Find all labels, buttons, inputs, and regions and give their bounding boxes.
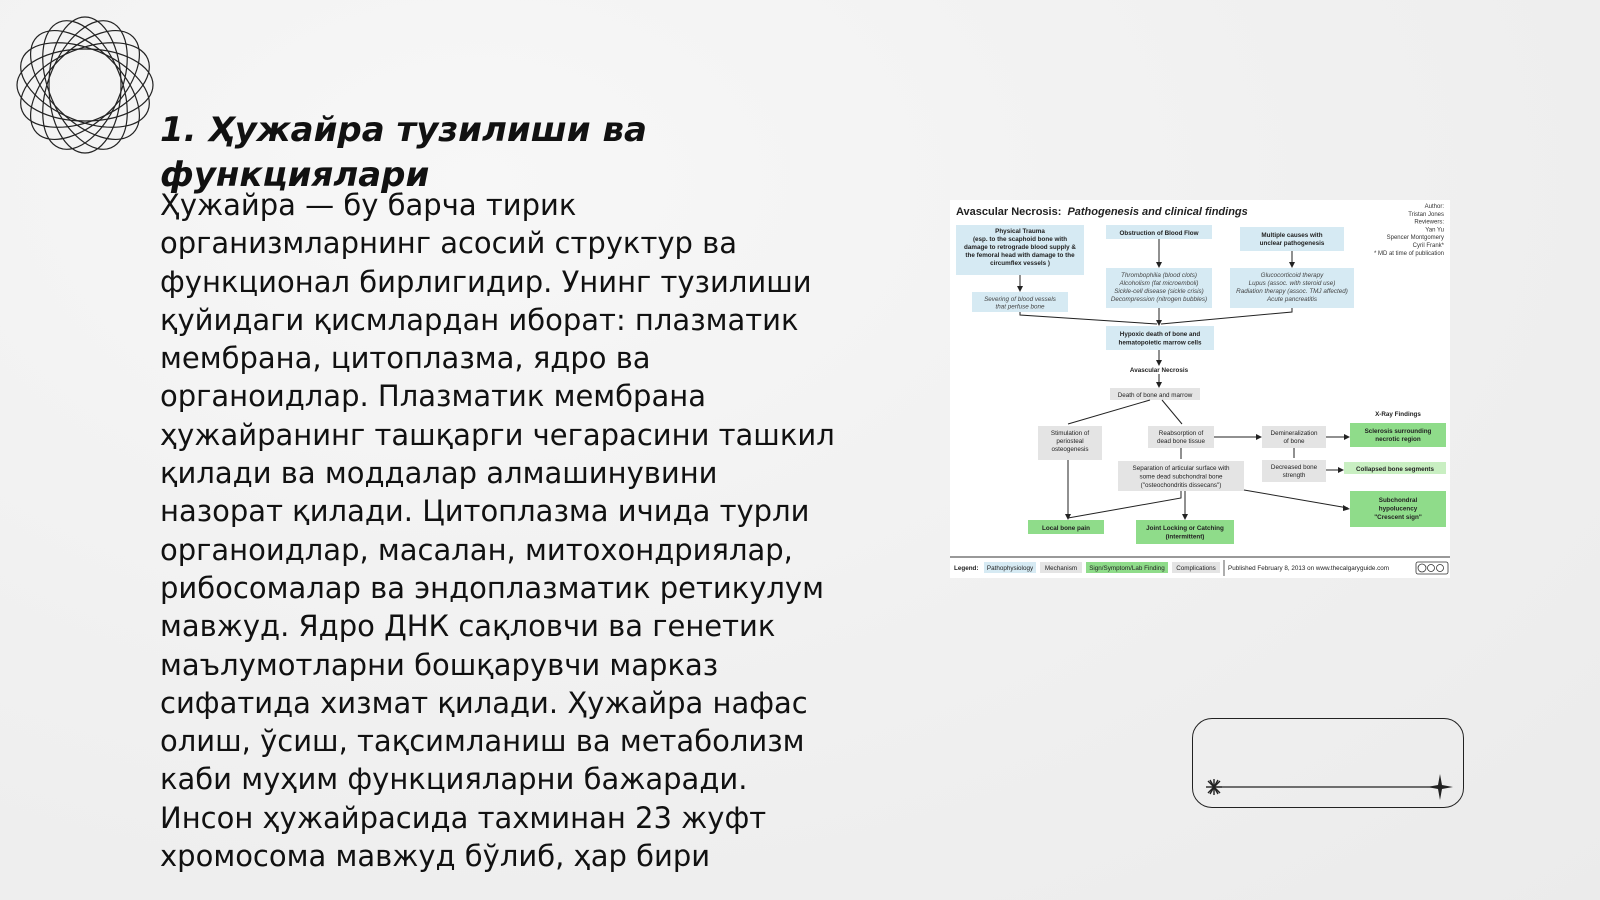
orbit-ring (11, 11, 158, 158)
figure-author-text: Author: Tristan Jones Reviewers: Yan Yu Spencer Montgomery Cyril Frank* * MD at time of publication (1373, 204, 1444, 257)
starburst-icon (1206, 779, 1222, 795)
pathogenesis-diagram-image (950, 200, 1450, 578)
label-multiple-causes: Multiple causes with unclear pathogenesis (1259, 232, 1325, 247)
figure-title: Avascular Necrosis: (956, 206, 1062, 218)
label-sclerosis: Sclerosis surrounding necrotic region (1364, 428, 1432, 443)
slide-body-text: Ҳужайра — бу барча тирик организмларнинг асосий структур ва функционал бирлигидир. Унинг тузилиши қуйидаги қисмлардан иборат: плазматик мембрана, цитоплазма, ядро ва органоидлар. Плазматик мембрана ҳужайранинг ташқарги чегарасини ташкил қилади ва моддалар алмашинувини назорат қилади. Цитоплазма ичида турли органоидлар, масалан, митохондриялар, рибосомалар ва эндоплазматик ретикулум мавжуд. Ядро ДНК сақловчи ва генетик маълумотларни бошқарувчи марказ сифатида хизмат қилади. Ҳужайра нафас олиш, ўсиш, тақсимланиш ва метаболизм каби муҳим функцияларни бажаради. Инсон ҳужайрасида тахминан 23 жуфт хромосома мавжуд бўлиб, ҳар бири (160, 188, 835, 874)
label-stimulation: Stimulation of periosteal osteogenesis (1050, 430, 1090, 453)
label-demineralization: Demineralization of bone (1270, 430, 1318, 445)
orbit-rings-icon (10, 10, 160, 160)
box-multiple-causes (1240, 227, 1344, 251)
orbit-ring (17, 49, 153, 121)
label-physical-trauma: Physical Trauma (esp. to the scaphoid bone with damage to retrograde blood supply & the femoral head with damage to the circumflex vessels ) (964, 228, 1076, 267)
legend-item: Complications (1176, 565, 1216, 572)
legend-published: Published February 8, 2013 on www.thecalgaryguide.com (1228, 565, 1390, 572)
card-line (1192, 718, 1464, 808)
figure-subtitle: Pathogenesis and clinical findings (1067, 206, 1248, 218)
figure-author-block (1374, 204, 1445, 257)
label-xray-findings: X-Ray Findings (1375, 411, 1421, 418)
legend-item: Pathophysiology (986, 565, 1034, 572)
svg-text:Avascular Necrosis: Pa (956, 206, 1248, 218)
figure-legend (954, 560, 1389, 576)
label-hypoxic-death: Hypoxic death of bone and hematopoietic marrow cells (1118, 331, 1202, 347)
label-joint-locking: Joint Locking or Catching (intermittent) (1146, 525, 1224, 541)
label-decreased-strength: Decreased bone strength (1270, 464, 1318, 479)
label-avascular-necrosis: Avascular Necrosis (1129, 367, 1189, 374)
label-subchondral: Subchondral hypolucency "Crescent sign" (1374, 497, 1422, 521)
label-collapsed-bone: Collapsed bone segments (1355, 466, 1435, 473)
label-obstruction-causes: Thrombophilia (blood clots) Alcoholism (fat microemboli) Sickle-cell disease (sickle crisis) Decompression (nitrogen bubbles) (1110, 272, 1208, 303)
legend-label: Legend: (954, 565, 979, 572)
label-local-bone-pain: Local bone pain (1042, 525, 1090, 532)
slide-title: 1. Ҳужайра тузилиши ва функциялари (160, 110, 647, 195)
creative-commons-icon (1416, 562, 1448, 574)
sparkle-icon (1427, 774, 1453, 800)
label-reabsorption: Reabsorption of dead bone tissue (1157, 430, 1205, 445)
legend-item: Mechanism (1044, 565, 1078, 572)
orbit-ring (49, 17, 121, 153)
box-sclerosis (1350, 423, 1446, 447)
label-severing: Severing of blood vessels that perfuse bone (984, 296, 1056, 311)
orbit-ring (11, 11, 158, 158)
legend-item: Sign/Symptom/Lab Finding (1089, 565, 1165, 572)
label-obstruction: Obstruction of Blood Flow (1119, 230, 1199, 237)
label-death-bone: Death of bone and marrow (1117, 392, 1193, 399)
label-multiple-list: Glucocorticoid therapy Lupus (assoc. with steroid use) Radiation therapy (assoc. TMJ affected) Acute pancreatitis (1236, 272, 1348, 303)
label-separation: Separation of articular surface with some dead subchondral bone ("osteochondritis dissecans") (1132, 465, 1230, 489)
